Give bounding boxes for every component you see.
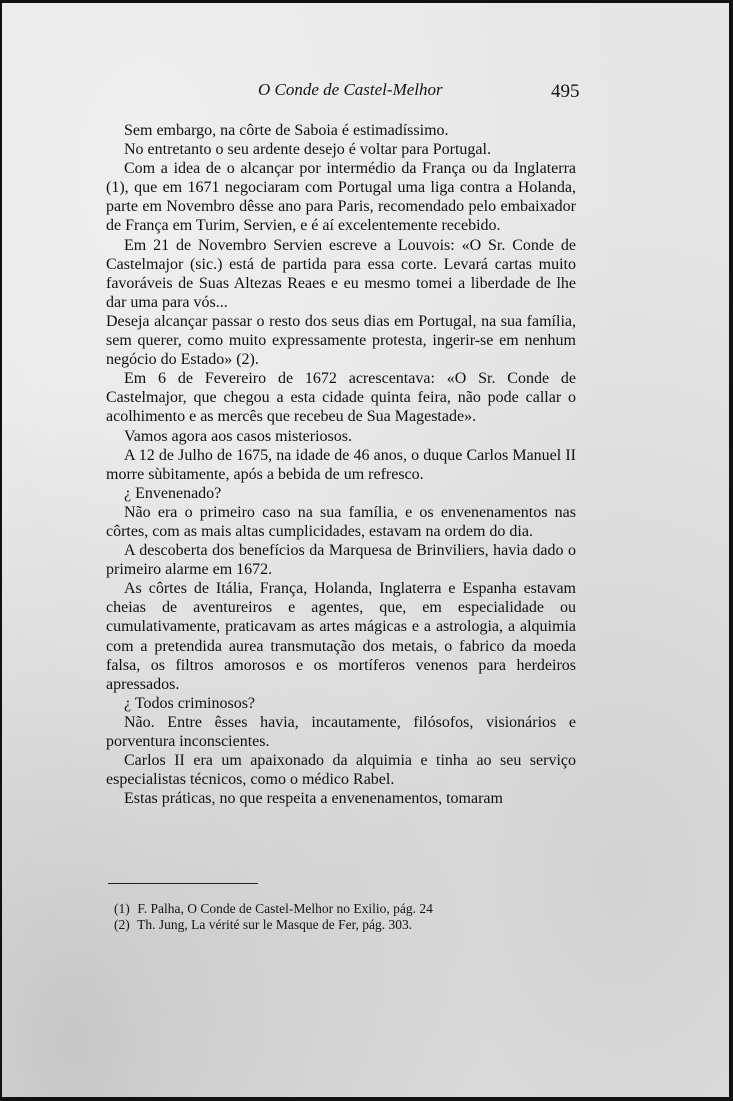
footnote <box>114 917 554 933</box>
paragraph: ¿ Todos criminosos? <box>124 694 256 712</box>
paragraph: As côrtes de Itália, França, Holanda, Inglaterra e Espanha estavam cheias de aventureiros e agentes, que, em especialidade ou cumulativamente, praticavam as artes mágicas e a astrologia, a alquimia com a pretendida aurea transmutação dos metais, o fabrico da moeda falsa, os filtros amorosos e os mortíferos venenos para herdeiros apressados. <box>106 580 576 693</box>
paragraph: Deseja alcançar passar o resto dos seus dias em Portugal, na sua família, sem querer, como muito expressamente protesta, ingerir-se em nenhum negócio do Estado» (2). <box>106 312 576 369</box>
paragraph: Não. Entre êsses havia, incautamente, filósofos, visionários e porventura inconscientes. <box>106 713 576 750</box>
footnote <box>114 901 554 917</box>
paragraph: Sem embargo, na côrte de Saboia é estimadíssimo. <box>124 122 449 139</box>
footnotes <box>114 901 554 933</box>
book-page <box>2 3 729 1097</box>
paragraph: Não era o primeiro caso na sua família, e os envenenamentos nas côrtes, com as mais altas cumplicidades, estavam na ordem do dia. <box>106 503 576 540</box>
running-title: O Conde de Castel-Melhor <box>258 80 443 99</box>
paragraph: Em 6 de Fevereiro de 1672 acrescentava: «O Sr. Conde de Castelmajor, que chegou a esta cidade quinta feira, não pode callar o acolhimento e as mercês que recebeu de Sua Magestade». <box>106 370 576 426</box>
paragraph: Com a idea de o alcançar por intermédio da França ou da Inglaterra (1), que em 1671 negociaram com Portugal uma liga contra a Holanda, parte em Novembro dêsse ano para Paris, recomendado pelo embaixador de França em Turim, Servien, e é aí excelentemente recebido. <box>106 160 576 235</box>
footnote-text: F. Palha, O Conde de Castel-Melhor no Exilio, pág. 24 <box>137 901 433 916</box>
footnote-text: Th. Jung, La vérité sur le Masque de Fer, pág. 303. <box>137 917 413 932</box>
paragraph: A 12 de Julho de 1675, na idade de 46 anos, o duque Carlos Manuel II morre sùbitamente, após a bebida de um refresco. <box>106 446 576 483</box>
body-text <box>106 121 576 808</box>
running-head <box>2 75 729 105</box>
footnote-divider <box>108 883 258 884</box>
paragraph: Vamos agora aos casos misteriosos. <box>124 427 352 445</box>
footnote-number: (1) <box>114 901 130 916</box>
paragraph: Carlos II era um apaixonado da alquimia e tinha ao seu serviço especialistas técnicos, como o médico Rabel. <box>106 752 576 789</box>
paragraph: A descoberta dos benefícios da Marquesa de Brinviliers, havia dado o primeiro alarme em 1672. <box>106 542 576 579</box>
paragraph: Em 21 de Novembro Servien escreve a Louvois: «O Sr. Conde de Castelmajor (sic.) está de partida para essa corte. Levará cartas muito favoráveis de Suas Altezas Reaes e eu mesmo tomei a liberdade de lhe dar uma para vós... <box>106 236 576 311</box>
page-number: 495 <box>551 81 580 102</box>
paragraph: ¿ Envenenado? <box>124 484 222 502</box>
paragraph: Estas práticas, no que respeita a envenenamentos, tomaram <box>124 790 503 808</box>
footnote-number: (2) <box>114 917 130 932</box>
paragraph: No entretanto o seu ardente desejo é voltar para Portugal. <box>124 141 491 159</box>
